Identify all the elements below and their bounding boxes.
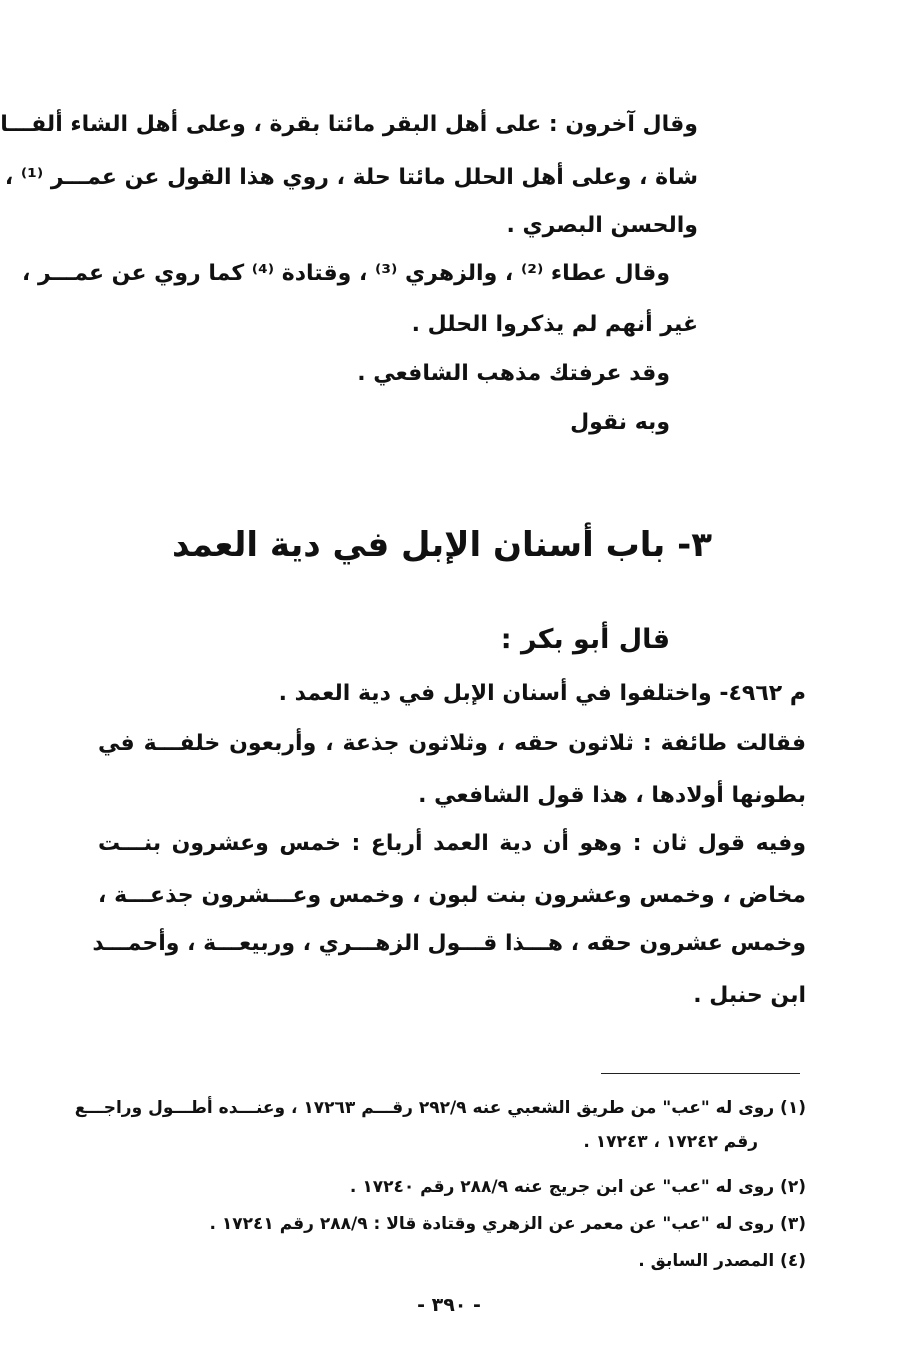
paragraph-line: وبه نقول <box>570 410 670 435</box>
paragraph-line: مخاض ، وخمس وعشرون بنت لبون ، وخمس وعـــشرون جذعـــة ، <box>98 883 806 908</box>
section-subheading: قال أبو بكر : <box>500 624 670 655</box>
paragraph-line: بطونها أولادها ، هذا قول الشافعي . <box>418 783 806 808</box>
paragraph-line: وخمس عشرون حقه ، هـــذا قـــول الزهـــري ، وربيعـــة ، وأحمـــد <box>92 931 806 956</box>
footnote-1-continued: رقم ١٧٢٤٢ ، ١٧٢٤٣ . <box>583 1132 758 1152</box>
paragraph-line: وقال آخرون : على أهل البقر مائتا بقرة ، وعلى أهل الشاء ألفـــا <box>0 112 698 137</box>
chapter-heading: ٣- باب أسنان الإبل في دية العمد <box>172 525 712 565</box>
footnote-2: (٢) روى له "عب" عن ابن جريج عنه ٢٨٨/٩ رقم ١٧٢٤٠ . <box>349 1177 806 1197</box>
page-number: - ٣٩٠ - <box>417 1294 481 1316</box>
paragraph-line: وفيه قول ثان : وهو أن دية العمد أرباع : خمس وعشرون بنـــت <box>98 831 806 856</box>
issue-number-line: م ٤٩٦٢- واختلفوا في أسنان الإبل في دية العمد . <box>278 681 806 706</box>
footnote-1: (١) روى له "عب" من طريق الشعبي عنه ٢٩٢/٩ رقـــم ١٧٢٦٣ ، وعنـــده أطـــول وراجـــع <box>74 1098 806 1118</box>
footnote-3: (٣) روى له "عب" عن معمر عن الزهري وقتادة قالا : ٢٨٨/٩ رقم ١٧٢٤١ . <box>209 1214 806 1234</box>
paragraph-line: والحسن البصري . <box>506 213 698 238</box>
paragraph-line: وقال عطاء ⁽²⁾ ، والزهري ⁽³⁾ ، وقتادة ⁽⁴⁾ كما روي عن عمـــر ، <box>21 261 670 286</box>
footnote-4: (٤) المصدر السابق . <box>638 1251 806 1271</box>
paragraph-line: ابن حنبل . <box>693 983 806 1008</box>
paragraph-line: غير أنهم لم يذكروا الحلل . <box>411 312 698 337</box>
paragraph-line: فقالت طائفة : ثلاثون حقه ، وثلاثون جذعة ، وأربعون خلفـــة في <box>98 731 806 756</box>
footnote-separator <box>601 1073 800 1074</box>
paragraph-line: شاة ، وعلى أهل الحلل مائتا حلة ، روي هذا القول عن عمـــر ⁽¹⁾ ، <box>4 165 698 190</box>
paragraph-line: وقد عرفتك مذهب الشافعي . <box>357 361 670 386</box>
